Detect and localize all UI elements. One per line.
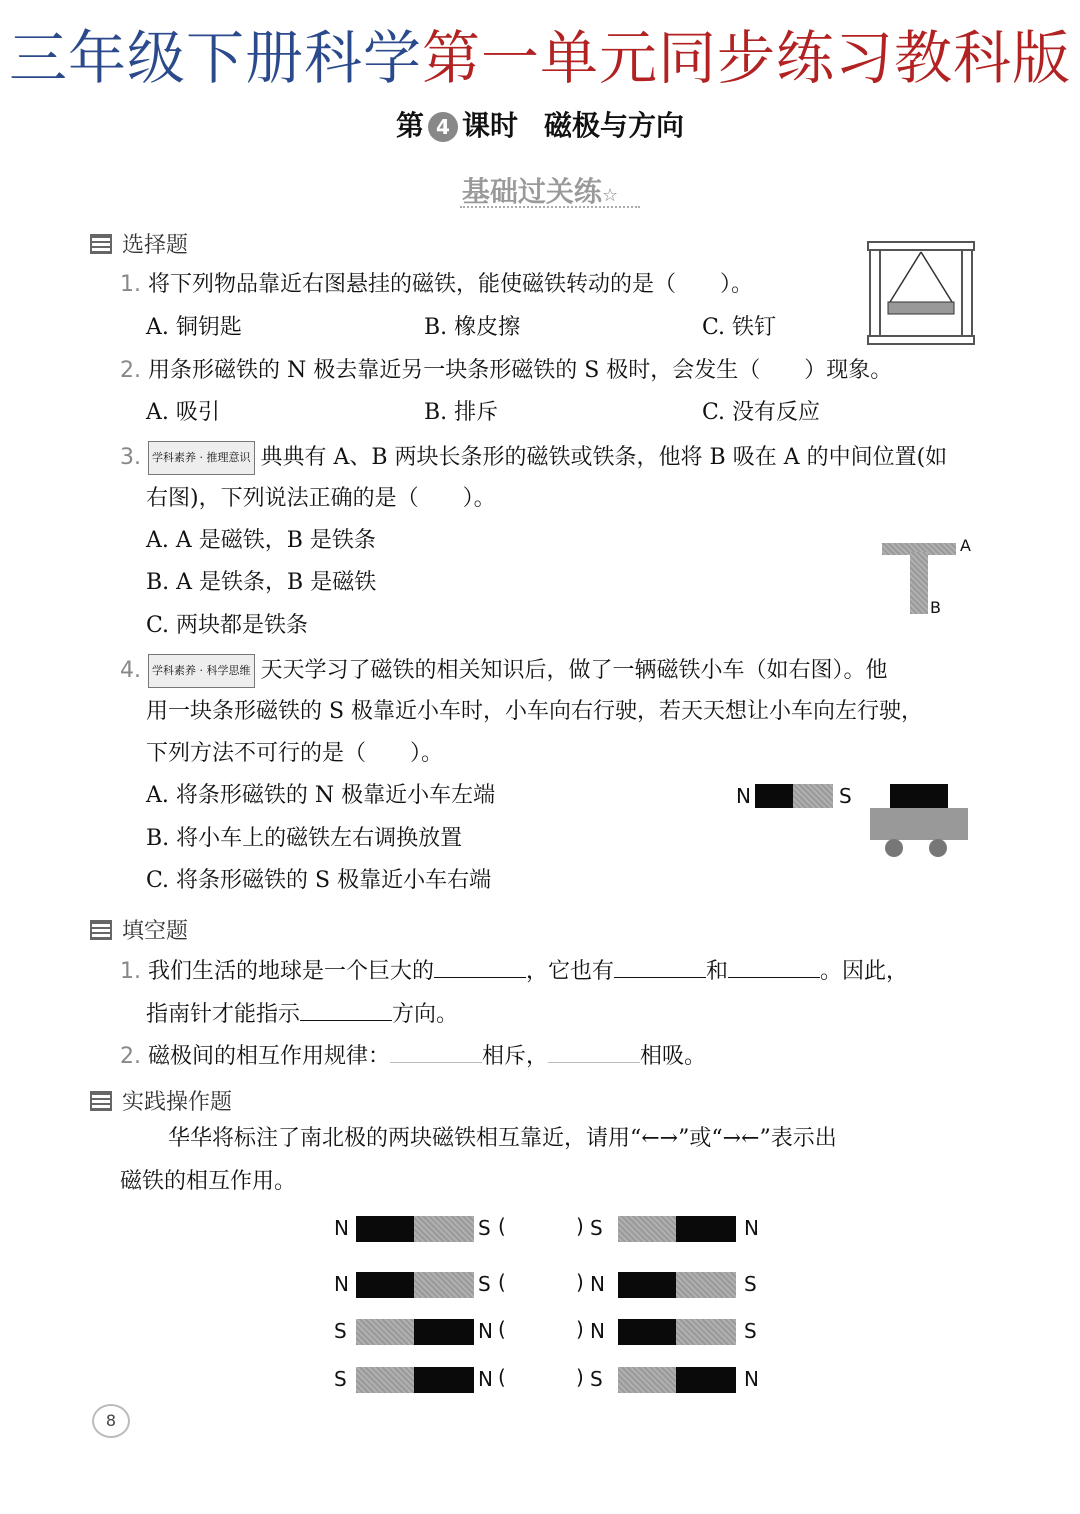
right-magnet-half xyxy=(618,1272,676,1298)
answer-blank[interactable] xyxy=(728,953,820,978)
section-practice-heading: 实践操作题 xyxy=(90,1085,232,1116)
lesson-topic: 磁极与方向 xyxy=(544,109,685,142)
left-magnet-half xyxy=(356,1319,414,1345)
practice-instructions-cont: 磁铁的相互作用。 xyxy=(120,1169,297,1194)
choice-q2-option-c: C. 没有反应 xyxy=(702,400,821,425)
choice-q2-option-a: A. 吸引 xyxy=(146,400,220,425)
right-magnet-half xyxy=(676,1216,736,1242)
left-magnet-half xyxy=(414,1367,474,1393)
magnet-pair-row xyxy=(334,1365,774,1395)
competency-tag: 学科素养 · 科学思维 xyxy=(148,654,255,688)
choice-q2-option-b: B. 排斥 xyxy=(424,400,499,425)
competency-tag: 学科素养 · 推理意识 xyxy=(148,441,255,475)
answer-blank[interactable] xyxy=(614,953,706,978)
label-a: A xyxy=(960,536,971,555)
answer-blank[interactable] xyxy=(548,1038,640,1063)
left-magnet-half xyxy=(414,1272,474,1298)
open-paren: ( xyxy=(498,1317,506,1341)
right-magnet-half xyxy=(676,1367,736,1393)
choice-q3-option-b: B. A 是铁条，B 是磁铁 xyxy=(146,570,377,595)
answer-slot[interactable] xyxy=(512,1365,572,1393)
title-grade: 三年级下册科学 xyxy=(8,24,422,92)
answer-blank[interactable] xyxy=(390,1038,482,1063)
right-magnet-half xyxy=(618,1319,676,1345)
section-icon xyxy=(90,234,112,254)
left-magnet-pole-1: S xyxy=(334,1319,347,1343)
magnet-pair-row xyxy=(334,1214,774,1244)
close-paren: ) xyxy=(576,1214,584,1238)
close-paren: ) xyxy=(576,1270,584,1294)
page-number: 8 xyxy=(92,1404,130,1438)
answer-slot[interactable] xyxy=(512,1270,572,1298)
left-magnet-half xyxy=(356,1367,414,1393)
right-magnet-half xyxy=(676,1319,736,1345)
choice-q1-option-b: B. 橡皮擦 xyxy=(424,315,521,340)
magnet-pair-row xyxy=(334,1317,774,1347)
choice-q4-stem-cont1: 用一块条形磁铁的 S 极靠近小车时，小车向右行驶，若天天想让小车向左行驶， xyxy=(146,699,924,724)
left-magnet-pole-2: S xyxy=(478,1272,491,1296)
choice-q4-option-b: B. 将小车上的磁铁左右调换放置 xyxy=(146,826,463,851)
right-magnet-pole-2: N xyxy=(744,1367,759,1391)
choice-q4-stem-cont2: 下列方法不可行的是（ ）。 xyxy=(146,741,444,766)
bar-magnet-figure: N S xyxy=(736,784,852,808)
answer-blank[interactable] xyxy=(300,996,392,1021)
fill-q1-line2: 指南针才能指示 方向。 xyxy=(146,996,458,1030)
star-icon: ☆ xyxy=(601,185,619,206)
choice-q3-option-a: A. A 是磁铁，B 是铁条 xyxy=(146,528,376,553)
right-magnet-half xyxy=(676,1272,736,1298)
section-choice-heading: 选择题 xyxy=(90,228,188,259)
left-magnet-pole-1: N xyxy=(334,1216,349,1240)
section-icon xyxy=(90,1091,112,1111)
close-paren: ) xyxy=(576,1365,584,1389)
magnet-pair-row xyxy=(334,1270,774,1300)
left-magnet-pole-1: N xyxy=(334,1272,349,1296)
section-icon xyxy=(90,920,112,940)
choice-q4-option-a: A. 将条形磁铁的 N 极靠近小车左端 xyxy=(146,783,496,808)
left-magnet-half xyxy=(356,1272,414,1298)
magnet-car-figure xyxy=(868,782,970,862)
document-title xyxy=(0,22,1080,94)
choice-q3-stem: 3. 学科素养 · 推理意识 典典有 A、B 两块长条形的磁铁或铁条，他将 B 吸在 A 的中间位置(如 xyxy=(120,441,947,475)
section-fill-heading: 填空题 xyxy=(90,914,188,945)
fill-q1-line1: 1. 我们生活的地球是一个巨大的 ，它也有 和 。因此， xyxy=(120,953,908,987)
practice-instructions: 华华将标注了南北极的两块磁铁相互靠近，请用“←→”或“→←”表示出 xyxy=(168,1126,837,1151)
bar-a-figure xyxy=(882,540,956,552)
left-magnet-pole-2: S xyxy=(478,1216,491,1240)
left-magnet-half xyxy=(414,1216,474,1242)
title-unit: 第一单元同步练习教科版 xyxy=(422,24,1072,92)
choice-q3-stem-cont: 右图)，下列说法正确的是（ ）。 xyxy=(146,486,496,511)
choice-q1-option-c: C. 铁钉 xyxy=(702,315,777,340)
open-paren: ( xyxy=(498,1365,506,1389)
label-b: B xyxy=(930,598,941,617)
right-magnet-half xyxy=(618,1367,676,1393)
hanging-magnet-figure xyxy=(866,240,976,346)
right-magnet-pole-2: N xyxy=(744,1216,759,1240)
right-magnet-pole-1: N xyxy=(590,1319,605,1343)
answer-slot[interactable] xyxy=(512,1214,572,1242)
choice-q4-option-c: C. 将条形磁铁的 S 极靠近小车右端 xyxy=(146,868,492,893)
right-magnet-pole-1: S xyxy=(590,1216,603,1240)
answer-slot[interactable] xyxy=(512,1317,572,1345)
lesson-heading: 第 4 课时 磁极与方向 xyxy=(395,109,685,142)
close-paren: ) xyxy=(576,1317,584,1341)
bar-b-figure xyxy=(910,552,928,614)
choice-q3-option-c: C. 两块都是铁条 xyxy=(146,613,309,638)
left-magnet-pole-2: N xyxy=(478,1319,493,1343)
banner-underline xyxy=(460,206,640,212)
choice-q1-stem: 1. 将下列物品靠近右图悬挂的磁铁，能使磁铁转动的是（ ）。 xyxy=(120,272,754,297)
section-banner: 基础过关练☆ xyxy=(0,170,1080,210)
open-paren: ( xyxy=(498,1270,506,1294)
choice-q2-stem: 2. 用条形磁铁的 N 极去靠近另一块条形磁铁的 S 极时，会发生（ ）现象。 xyxy=(120,358,893,383)
left-magnet-pole-2: N xyxy=(478,1367,493,1391)
right-magnet-pole-2: S xyxy=(744,1319,757,1343)
lesson-number: 4 xyxy=(428,112,458,142)
right-magnet-half xyxy=(618,1216,676,1242)
answer-blank[interactable] xyxy=(434,953,526,978)
right-magnet-pole-1: N xyxy=(590,1272,605,1296)
choice-q4-stem: 4. 学科素养 · 科学思维 天天学习了磁铁的相关知识后，做了一辆磁铁小车（如右图）。他 xyxy=(120,654,888,688)
left-magnet-pole-1: S xyxy=(334,1367,347,1391)
left-magnet-half xyxy=(356,1216,414,1242)
right-magnet-pole-2: S xyxy=(744,1272,757,1296)
choice-q1-option-a: A. 铜钥匙 xyxy=(146,315,242,340)
open-paren: ( xyxy=(498,1214,506,1238)
right-magnet-pole-1: S xyxy=(590,1367,603,1391)
left-magnet-half xyxy=(414,1319,474,1345)
fill-q2: 2. 磁极间的相互作用规律： 相斥， 相吸。 xyxy=(120,1038,706,1072)
